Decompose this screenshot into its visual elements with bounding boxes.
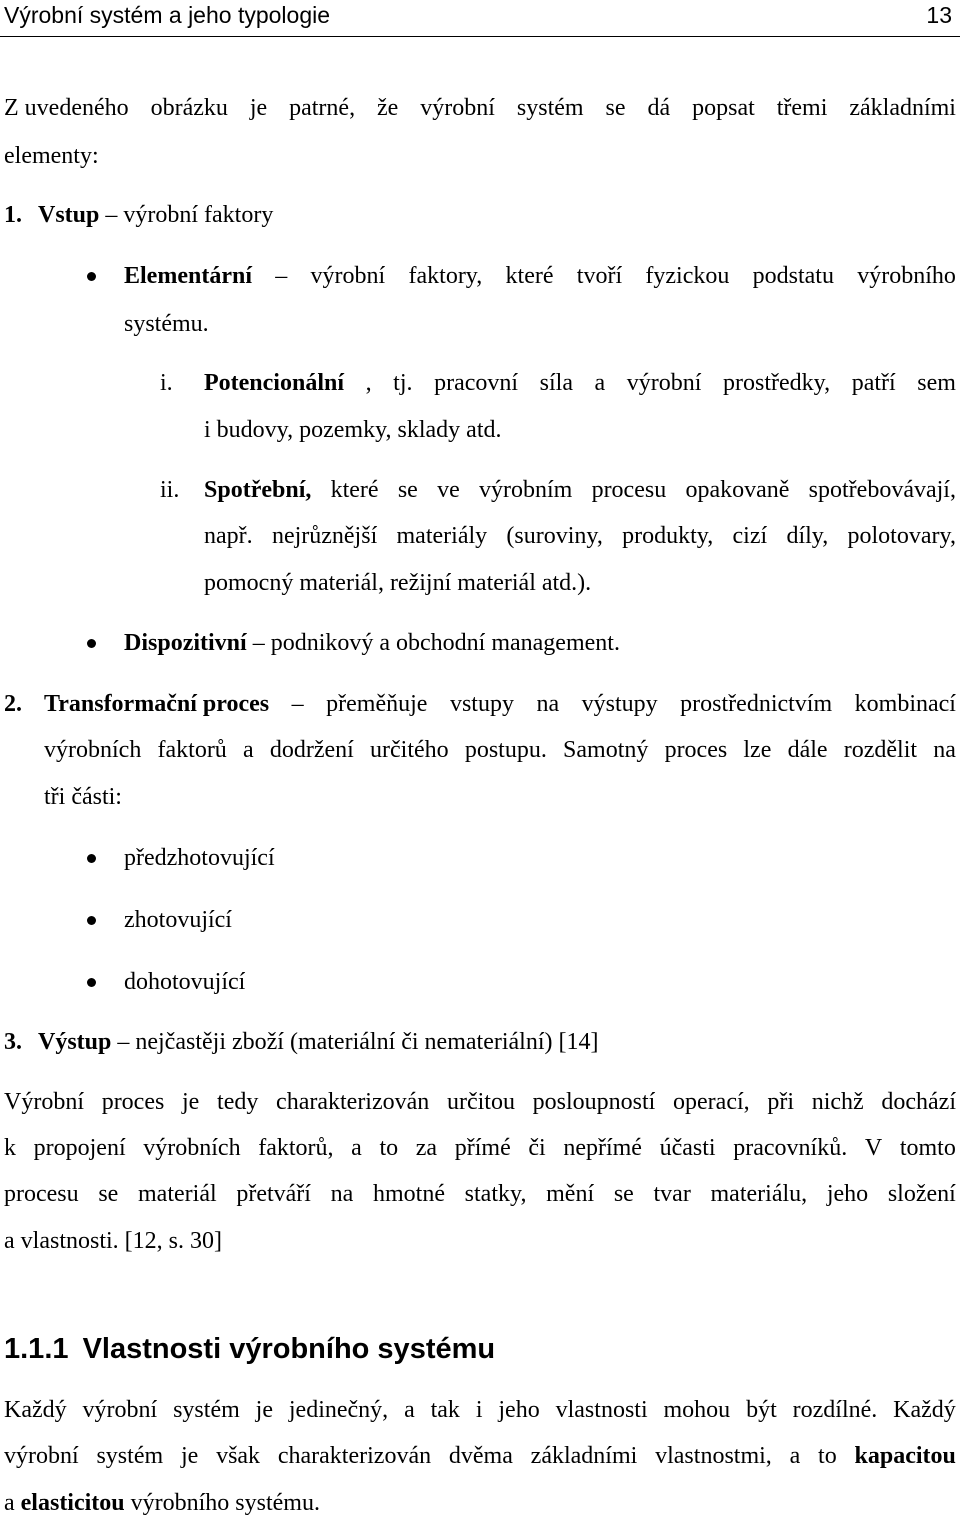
word: systém — [96, 1443, 164, 1469]
item-2-line-2 — [44, 736, 956, 764]
sub-i-term: Potencionální — [204, 370, 345, 396]
word: mohou — [663, 1397, 731, 1423]
word: je — [182, 1089, 200, 1115]
word: a — [351, 1135, 362, 1161]
word: že — [377, 95, 399, 121]
word: výrobní — [626, 370, 702, 396]
word: tomto — [899, 1135, 956, 1161]
word: prostřednictvím — [680, 691, 833, 717]
word: lze — [743, 737, 772, 763]
word: i — [475, 1397, 483, 1423]
word: mění — [546, 1181, 595, 1207]
word: výrobních — [44, 737, 142, 763]
section-number: 1.1.1 — [4, 1333, 69, 1365]
item-1-heading — [4, 201, 273, 229]
paragraph-2-line-3-post: výrobního systému. — [124, 1490, 320, 1516]
word: fyzickou — [645, 263, 730, 289]
word: materiál — [138, 1181, 217, 1207]
elasticitou-term: elasticitou — [20, 1490, 125, 1516]
word: vstupy — [449, 691, 514, 717]
word: určitého — [370, 737, 449, 763]
sub-ii-term: Spotřební, — [204, 477, 312, 503]
word: patří — [851, 370, 896, 396]
sub-ii-line-2 — [204, 522, 956, 550]
word: tedy — [217, 1089, 259, 1115]
kapacitou-term: kapacitou — [854, 1443, 956, 1469]
word: a — [243, 737, 254, 763]
item-2-term: Transformační proces — [44, 691, 270, 717]
item-3-number: 3. — [4, 1029, 22, 1055]
word: operací, — [673, 1089, 750, 1115]
word: za — [415, 1135, 438, 1161]
dispozitivni-rest: – podnikový a obchodní management. — [246, 630, 620, 656]
paragraph-2-line-3-pre: a — [4, 1490, 21, 1516]
paragraph-1-line-3 — [4, 1180, 956, 1208]
word: účasti — [659, 1135, 716, 1161]
word: podstatu — [752, 263, 834, 289]
word: výrobní — [310, 263, 386, 289]
item-2-number: 2. — [4, 691, 22, 717]
word: charakterizován — [277, 1443, 432, 1469]
word: dále — [787, 737, 828, 763]
word: na — [933, 737, 956, 763]
word: základními — [849, 95, 956, 121]
word: Samotný — [563, 737, 649, 763]
word: se — [98, 1181, 119, 1207]
word: kombinací — [854, 691, 956, 717]
word: cizí — [732, 523, 768, 549]
word: tj. — [393, 370, 413, 396]
word: to — [818, 1443, 837, 1469]
word: je — [249, 95, 268, 121]
word: výrobních — [143, 1135, 241, 1161]
word: Z uvedeného — [4, 95, 129, 121]
bullet-icon — [87, 978, 96, 987]
word: pracovníků. — [733, 1135, 848, 1161]
word: je — [180, 1443, 199, 1469]
word: přímé — [454, 1135, 511, 1161]
word: propojení — [33, 1135, 126, 1161]
section-heading — [4, 1332, 495, 1366]
word: , — [365, 370, 372, 396]
word: se — [605, 95, 626, 121]
word: procesu — [591, 477, 667, 503]
word: výrobní — [4, 1443, 79, 1469]
word: jeho — [826, 1181, 869, 1207]
word: opakovaně — [685, 477, 790, 503]
word: proces — [664, 737, 728, 763]
word: jeho — [498, 1397, 540, 1423]
word: Výrobní — [4, 1089, 84, 1115]
section-title: Vlastnosti výrobního systému — [82, 1333, 496, 1365]
word: které — [330, 477, 379, 503]
word: charakterizován — [276, 1089, 430, 1115]
word: se — [613, 1181, 634, 1207]
bullet-icon — [87, 854, 96, 863]
sub-i-line-1 — [204, 369, 956, 397]
word: dochází — [881, 1089, 956, 1115]
paragraph-2-line-2 — [4, 1442, 956, 1470]
page-header — [0, 0, 960, 37]
elementarni-line-1 — [124, 262, 956, 290]
dispozitivni-term: Dispozitivní — [124, 630, 247, 656]
word: jedinečný, — [288, 1397, 389, 1423]
word: proces — [101, 1089, 165, 1115]
word: V — [864, 1135, 883, 1161]
word: či — [528, 1135, 546, 1161]
sub-ii-line-1 — [204, 476, 956, 504]
item-3-rest: – nejčastěji zboží (materiální či nemateriální) [14] — [111, 1029, 599, 1055]
word: faktorů, — [258, 1135, 334, 1161]
word: základními — [530, 1443, 638, 1469]
bullet-icon — [87, 639, 96, 648]
word: výstupy — [581, 691, 658, 717]
word: na — [330, 1181, 354, 1207]
word: nepřímé — [563, 1135, 642, 1161]
item-3-term: Výstup — [38, 1029, 112, 1055]
word: výrobní — [420, 95, 495, 121]
item-1-rest: – výrobní faktory — [99, 202, 274, 228]
word: být — [746, 1397, 777, 1423]
word: tvar — [653, 1181, 691, 1207]
word: (suroviny, — [506, 523, 603, 549]
word: materiály — [396, 523, 488, 549]
paragraph-2-line-3 — [4, 1489, 320, 1517]
sub-ii-line-3: pomocný materiál, režijní materiál atd.). — [204, 570, 592, 596]
word: to — [379, 1135, 399, 1161]
word: rozdílné. — [792, 1397, 878, 1423]
word: výrobním — [478, 477, 573, 503]
intro-words — [4, 94, 956, 122]
word: určitou — [446, 1089, 515, 1115]
word: dvěma — [448, 1443, 513, 1469]
item-1-term: Vstup — [38, 202, 100, 228]
word: rozdělit — [843, 737, 918, 763]
word: ve — [437, 477, 460, 503]
word: Každý — [4, 1397, 67, 1423]
elementarni-line-2: systému. — [124, 311, 209, 337]
word: je — [255, 1397, 273, 1423]
word: přetváří — [236, 1181, 311, 1207]
word: pracovní — [434, 370, 519, 396]
word: však — [216, 1443, 261, 1469]
word: spotřebovávají, — [808, 477, 956, 503]
word: a — [404, 1397, 415, 1423]
word: systém — [173, 1397, 240, 1423]
word: procesu — [4, 1181, 79, 1207]
word: – — [275, 263, 288, 289]
word: popsat — [692, 95, 755, 121]
bullet-icon — [87, 916, 96, 925]
item-2-number-wrap — [4, 690, 22, 718]
word: materiálu, — [710, 1181, 808, 1207]
sub-i-line-2: i budovy, pozemky, sklady atd. — [204, 417, 502, 443]
word: síla — [539, 370, 573, 396]
dispozitivni-line — [124, 629, 620, 657]
item-2-line-1 — [44, 690, 956, 718]
part-dohotovujici: dohotovující — [124, 969, 246, 995]
word: systém — [516, 95, 584, 121]
sub-i-label: i. — [160, 370, 173, 396]
word: které — [505, 263, 554, 289]
word: dá — [647, 95, 671, 121]
part-zhotovujici: zhotovující — [124, 907, 232, 933]
paragraph-1-line-1 — [4, 1088, 956, 1116]
word: výrobní — [82, 1397, 158, 1423]
word: výrobního — [857, 263, 956, 289]
part-predzhotovujici: předzhotovující — [124, 845, 275, 871]
word: nejrůznější — [271, 523, 378, 549]
word: na — [536, 691, 560, 717]
word: dodržení — [269, 737, 354, 763]
word: polotovary, — [847, 523, 956, 549]
word: díly, — [786, 523, 829, 549]
item-2-line-3: tři části: — [44, 784, 122, 810]
paragraph-2-line-1 — [4, 1396, 956, 1424]
word: – — [291, 691, 304, 717]
word: patrné, — [289, 95, 356, 121]
word: sem — [917, 370, 956, 396]
paragraph-1-line-4: a vlastnosti. [12, s. 30] — [4, 1228, 222, 1254]
intro-line-1 — [4, 94, 956, 122]
word: se — [397, 477, 418, 503]
word: k — [4, 1135, 16, 1161]
word: a — [594, 370, 606, 396]
word: hmotné — [372, 1181, 445, 1207]
header-title: Výrobní systém a jeho typologie — [4, 2, 331, 28]
intro-line-2: elementy: — [4, 143, 99, 169]
sub-ii-label: ii. — [160, 477, 180, 503]
item-3-line — [4, 1028, 598, 1056]
word: vlastnosti — [555, 1397, 648, 1423]
word: tvoří — [576, 263, 623, 289]
word: statky, — [464, 1181, 527, 1207]
word: faktorů — [157, 737, 227, 763]
word: Každý — [893, 1397, 956, 1423]
word: posloupností — [532, 1089, 656, 1115]
word: složení — [887, 1181, 956, 1207]
word: faktory, — [408, 263, 483, 289]
item-1-number: 1. — [4, 202, 22, 228]
word: přeměňuje — [326, 691, 428, 717]
word: obrázku — [150, 95, 228, 121]
word: produkty, — [622, 523, 714, 549]
bullet-icon — [87, 272, 96, 281]
word: postupu. — [464, 737, 547, 763]
word: nichž — [811, 1089, 864, 1115]
word: např. — [204, 523, 253, 549]
word: prostředky, — [723, 370, 831, 396]
paragraph-1-line-2 — [4, 1134, 956, 1162]
word: při — [767, 1089, 794, 1115]
word: třemi — [776, 95, 828, 121]
page-number: 13 — [926, 2, 952, 28]
word: vlastnostmi, — [655, 1443, 772, 1469]
word: tak — [430, 1397, 460, 1423]
word: a — [789, 1443, 801, 1469]
elementarni-term: Elementární — [124, 263, 252, 289]
